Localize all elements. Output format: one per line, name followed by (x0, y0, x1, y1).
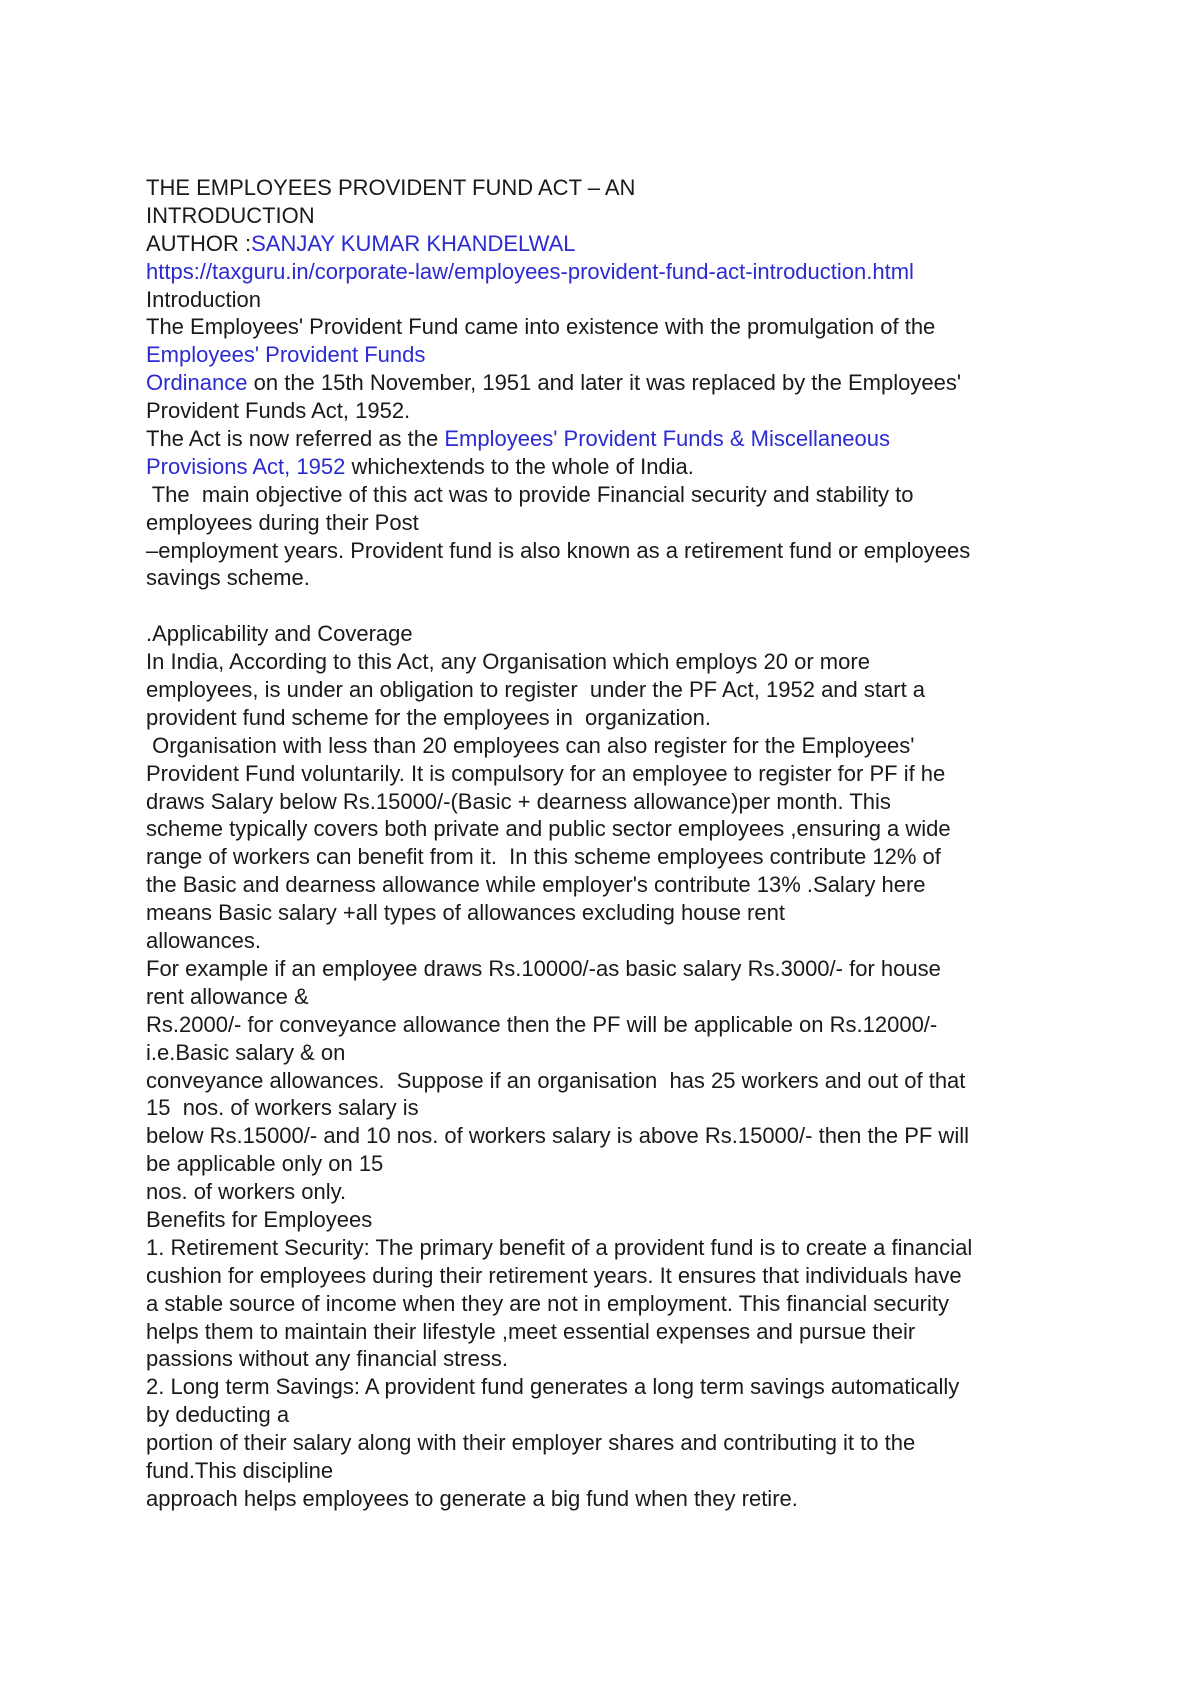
benefits-heading: Benefits for Employees (146, 1206, 373, 1232)
document-page (146, 174, 1086, 1513)
paragraph-text: 15 nos. of workers salary is (146, 1095, 419, 1121)
ordinance-link[interactable]: Ordinance (146, 370, 248, 396)
epf-misc-act-link[interactable]: Employees' Provident Funds & Miscellaneous (444, 426, 891, 452)
applicability-heading: .Applicability and Coverage (146, 621, 413, 647)
paragraph-text: range of workers can benefit from it. In this scheme employees contribute 12% of (146, 844, 941, 870)
paragraph-text (146, 425, 1086, 453)
paragraph-text: nos. of workers only. (146, 1179, 347, 1205)
paragraph-text: In India, According to this Act, any Organisation which employs 20 or more (146, 649, 870, 675)
paragraph-text: conveyance allowances. Suppose if an organisation has 25 workers and out of that (146, 1067, 966, 1093)
title-line-1: THE EMPLOYEES PROVIDENT FUND ACT – AN (146, 175, 636, 200)
paragraph-text: fund.This discipline (146, 1457, 334, 1483)
paragraph-text: portion of their salary along with their employer shares and contributing it to the (146, 1430, 916, 1456)
paragraph-text: savings scheme. (146, 565, 310, 591)
paragraph-text (146, 453, 1086, 481)
paragraph-text: rent allowance & (146, 983, 309, 1009)
source-url-link[interactable]: https://taxguru.in/corporate-law/employees-provident-fund-act-introduction.html (146, 258, 914, 284)
author-line (146, 230, 1086, 258)
paragraph-text: The Employees' Provident Fund came into existence with the promulgation of the (146, 314, 936, 340)
paragraph-text: The Act is now referred as the (146, 426, 445, 452)
paragraph-text: Provident Fund voluntarily. It is compulsory for an employee to register for PF if he (146, 760, 946, 786)
paragraph-text: i.e.Basic salary & on (146, 1039, 346, 1065)
paragraph-text: passions without any financial stress. (146, 1346, 508, 1372)
paragraph-text: Organisation with less than 20 employees can also register for the Employees' (146, 732, 915, 758)
paragraph-text: by deducting a (146, 1402, 290, 1428)
paragraph-text: 2. Long term Savings: A provident fund generates a long term savings automatically (146, 1374, 960, 1400)
paragraph-text: The main objective of this act was to provide Financial security and stability to (146, 481, 914, 507)
paragraph-text: employees during their Post (146, 509, 419, 535)
blank-line (146, 592, 1086, 620)
paragraph-text: allowances. (146, 928, 261, 954)
intro-heading: Introduction (146, 286, 261, 312)
paragraph-text: –employment years. Provident fund is also known as a retirement fund or employees (146, 537, 971, 563)
paragraph-text: means Basic salary +all types of allowances excluding house rent (146, 900, 785, 926)
paragraph-text: helps them to maintain their lifestyle ,meet essential expenses and pursue their (146, 1318, 916, 1344)
paragraph-text: the Basic and dearness allowance while employer's contribute 13% .Salary here (146, 872, 926, 898)
paragraph-text: Rs.2000/- for conveyance allowance then the PF will be applicable on Rs.12000/- (146, 1011, 938, 1037)
paragraph-text: approach helps employees to generate a big fund when they retire. (146, 1485, 798, 1511)
epf-funds-link[interactable]: Employees' Provident Funds (146, 342, 426, 368)
paragraph-text: whichextends to the whole of India. (345, 453, 694, 479)
paragraph-text: cushion for employees during their retirement years. It ensures that individuals have (146, 1262, 962, 1288)
paragraph-text: provident fund scheme for the employees in organization. (146, 704, 711, 730)
paragraph-text: scheme typically covers both private and public sector employees ,ensuring a wide (146, 816, 951, 842)
title-line-2: INTRODUCTION (146, 202, 315, 228)
paragraph-text: be applicable only on 15 (146, 1151, 384, 1177)
paragraph-text: a stable source of income when they are not in employment. This financial security (146, 1290, 949, 1316)
paragraph-text: draws Salary below Rs.15000/-(Basic + dearness allowance)per month. This (146, 788, 891, 814)
paragraph-text: employees, is under an obligation to register under the PF Act, 1952 and start a (146, 677, 926, 703)
paragraph-text: For example if an employee draws Rs.10000/-as basic salary Rs.3000/- for house (146, 955, 941, 981)
paragraph-text: Provident Funds Act, 1952. (146, 398, 411, 424)
paragraph-text (146, 369, 1086, 397)
epf-misc-act-link-cont[interactable]: Provisions Act, 1952 (146, 453, 346, 479)
paragraph-text: on the 15th November, 1951 and later it was replaced by the Employees' (247, 370, 962, 396)
paragraph-text: 1. Retirement Security: The primary benefit of a provident fund is to create a financial (146, 1234, 973, 1260)
paragraph-text: below Rs.15000/- and 10 nos. of workers salary is above Rs.15000/- then the PF will (146, 1123, 969, 1149)
author-label: AUTHOR : (146, 230, 252, 256)
author-name-link[interactable]: SANJAY KUMAR KHANDELWAL (251, 230, 576, 256)
